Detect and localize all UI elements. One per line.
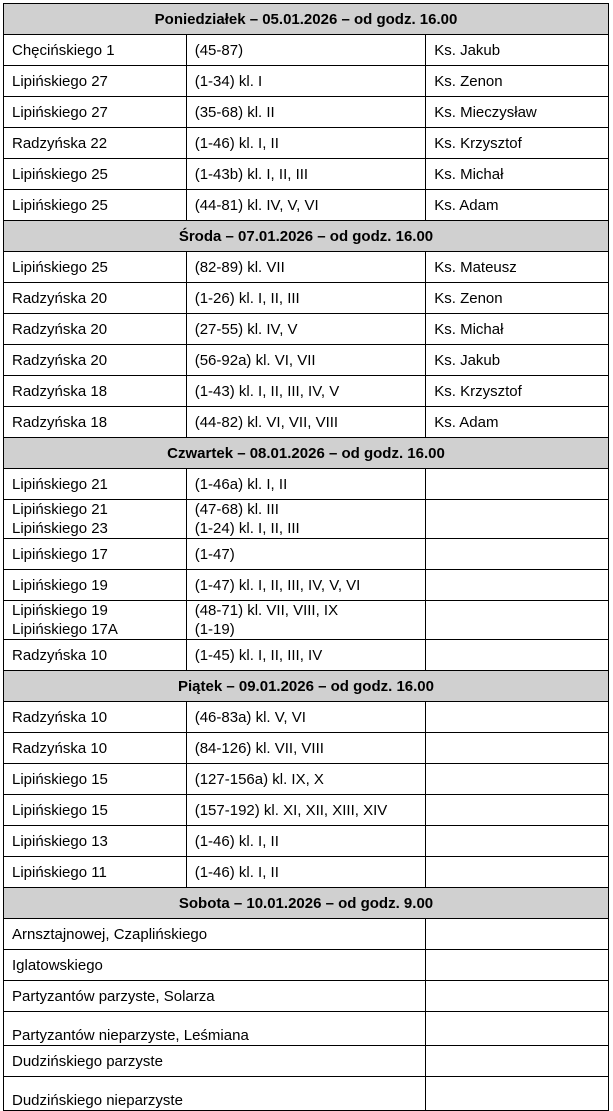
visit-row — [4, 733, 609, 764]
street-cell — [4, 539, 187, 570]
priest-cell — [426, 764, 609, 795]
visit-row — [4, 252, 609, 283]
apartments-line: (1-46) kl. I, II — [194, 863, 279, 881]
priest-cell — [426, 826, 609, 857]
apartments-line: (44-82) kl. VI, VII, VIII — [194, 413, 339, 431]
day-title: Piątek – 09.01.2026 – od godz. 16.00 — [4, 671, 609, 702]
priest-cell: Ks. Mieczysław — [426, 97, 609, 128]
visit-row — [4, 1012, 609, 1046]
street-cell — [4, 128, 187, 159]
apartments-line: (127-156a) kl. IX, X — [194, 770, 324, 788]
visit-row — [4, 764, 609, 795]
street-cell — [4, 35, 187, 66]
apartments-line: (46-83a) kl. V, VI — [194, 708, 306, 726]
visit-row — [4, 128, 609, 159]
street-cell — [4, 702, 187, 733]
priest-cell — [426, 919, 609, 950]
street-line: Chęcińskiego 1 — [12, 41, 115, 59]
street-line: Radzyńska 18 — [12, 382, 108, 400]
priest-cell — [426, 857, 609, 888]
street-cell — [4, 640, 187, 671]
visit-row — [4, 97, 609, 128]
visit-row — [4, 981, 609, 1012]
apartments-cell — [186, 314, 426, 345]
visit-row — [4, 826, 609, 857]
apartments-cell — [186, 35, 426, 66]
street-line: Lipińskiego 21 — [12, 501, 108, 518]
apartments-cell — [186, 826, 426, 857]
street-cell — [4, 66, 187, 97]
apartments-line: (1-34) kl. I — [194, 72, 263, 90]
visit-row — [4, 857, 609, 888]
apartments-cell — [186, 733, 426, 764]
visit-row — [4, 1046, 609, 1077]
street-cell — [4, 190, 187, 221]
day-title: Czwartek – 08.01.2026 – od godz. 16.00 — [4, 438, 609, 469]
street-cell — [4, 826, 187, 857]
street-line: Lipińskiego 25 — [12, 258, 108, 276]
priest-cell: Ks. Adam — [426, 407, 609, 438]
priest-cell — [426, 640, 609, 671]
street-cell — [4, 764, 187, 795]
priest-cell — [426, 981, 609, 1012]
priest-cell: Ks. Zenon — [426, 66, 609, 97]
street-line: Radzyńska 20 — [12, 351, 108, 369]
street-line: Lipińskiego 15 — [12, 801, 108, 819]
apartments-line: (157-192) kl. XI, XII, XIII, XIV — [194, 801, 388, 819]
apartments-cell — [186, 469, 426, 500]
apartments-line: (1-47) kl. I, II, III, IV, V, VI — [194, 576, 361, 594]
visit-row — [4, 66, 609, 97]
day-title: Poniedziałek – 05.01.2026 – od godz. 16.00 — [4, 4, 609, 35]
priest-cell: Ks. Krzysztof — [426, 376, 609, 407]
street-line: Lipińskiego 17A — [12, 621, 118, 638]
visit-row — [4, 314, 609, 345]
street-line: Lipińskiego 19 — [12, 576, 108, 594]
priest-cell: Ks. Krzysztof — [426, 128, 609, 159]
priest-cell: Ks. Adam — [426, 190, 609, 221]
apartments-cell — [186, 97, 426, 128]
apartments-cell — [186, 283, 426, 314]
apartments-line: (1-24) kl. I, II, III — [194, 520, 300, 537]
day-title: Środa – 07.01.2026 – od godz. 16.00 — [4, 221, 609, 252]
street-line: Lipińskiego 21 — [12, 475, 108, 493]
street-line: Lipińskiego 11 — [12, 863, 107, 881]
visit-row — [4, 950, 609, 981]
schedule-body — [4, 4, 609, 1111]
apartments-cell — [186, 570, 426, 601]
street-line: Radzyńska 22 — [12, 134, 108, 152]
priest-cell — [426, 733, 609, 764]
street-cell — [4, 159, 187, 190]
area-cell: Arnsztajnowej, Czaplińskiego — [4, 919, 426, 950]
visit-row — [4, 570, 609, 601]
street-line: Radzyńska 10 — [12, 708, 108, 726]
priest-cell — [426, 469, 609, 500]
apartments-line: (35-68) kl. II — [194, 103, 275, 121]
street-line: Radzyńska 10 — [12, 646, 108, 664]
area-cell: Partyzantów parzyste, Solarza — [4, 981, 426, 1012]
apartments-line: (1-43b) kl. I, II, III — [194, 165, 309, 183]
apartments-line: (56-92a) kl. VI, VII — [194, 351, 316, 369]
apartments-line: (1-43) kl. I, II, III, IV, V — [194, 382, 340, 400]
visit-row — [4, 469, 609, 500]
day-header — [4, 888, 609, 919]
street-cell — [4, 376, 187, 407]
street-line: Radzyńska 10 — [12, 739, 108, 757]
priest-cell: Ks. Zenon — [426, 283, 609, 314]
apartments-line: (1-47) — [194, 545, 235, 563]
street-cell — [4, 97, 187, 128]
apartments-line: (1-46) kl. I, II — [194, 832, 279, 850]
priest-cell — [426, 795, 609, 826]
priest-cell — [426, 1077, 609, 1111]
street-cell — [4, 283, 187, 314]
apartments-cell — [186, 640, 426, 671]
street-line: Radzyńska 20 — [12, 289, 108, 307]
apartments-cell — [186, 345, 426, 376]
visit-row — [4, 539, 609, 570]
day-header — [4, 4, 609, 35]
apartments-line: (1-19) — [194, 621, 235, 638]
visit-row — [4, 1077, 609, 1111]
visit-row — [4, 407, 609, 438]
street-cell — [4, 407, 187, 438]
priest-cell: Ks. Jakub — [426, 35, 609, 66]
priest-cell: Ks. Jakub — [426, 345, 609, 376]
street-line: Lipińskiego 19 — [12, 602, 108, 619]
apartments-cell — [186, 539, 426, 570]
apartments-cell — [186, 500, 426, 539]
street-cell — [4, 601, 187, 640]
street-cell — [4, 795, 187, 826]
priest-cell — [426, 1012, 609, 1046]
visit-row — [4, 190, 609, 221]
apartments-cell — [186, 407, 426, 438]
apartments-cell — [186, 702, 426, 733]
street-line: Lipińskiego 23 — [12, 520, 108, 537]
apartments-line: (44-81) kl. IV, V, VI — [194, 196, 319, 214]
priest-cell — [426, 570, 609, 601]
day-header — [4, 221, 609, 252]
apartments-line: (47-68) kl. III — [194, 501, 279, 518]
apartments-cell — [186, 376, 426, 407]
street-line: Lipińskiego 27 — [12, 72, 108, 90]
area-cell: Iglatowskiego — [4, 950, 426, 981]
apartments-cell — [186, 764, 426, 795]
priest-cell — [426, 539, 609, 570]
street-cell — [4, 500, 187, 539]
street-line: Lipińskiego 27 — [12, 103, 108, 121]
visit-row — [4, 702, 609, 733]
street-cell — [4, 252, 187, 283]
street-cell — [4, 469, 187, 500]
apartments-line: (1-26) kl. I, II, III — [194, 289, 300, 307]
visit-row — [4, 919, 609, 950]
day-header — [4, 671, 609, 702]
visit-row — [4, 795, 609, 826]
visit-row — [4, 35, 609, 66]
visit-row — [4, 601, 609, 640]
apartments-cell — [186, 159, 426, 190]
priest-cell: Ks. Michał — [426, 314, 609, 345]
apartments-line: (45-87) — [194, 41, 244, 59]
apartments-cell — [186, 252, 426, 283]
area-cell: Dudzińskiego parzyste — [4, 1046, 426, 1077]
apartments-line: (1-46a) kl. I, II — [194, 475, 288, 493]
apartments-line: (48-71) kl. VII, VIII, IX — [194, 602, 339, 619]
apartments-cell — [186, 190, 426, 221]
priest-cell: Ks. Michał — [426, 159, 609, 190]
street-line: Lipińskiego 13 — [12, 832, 108, 850]
day-title: Sobota – 10.01.2026 – od godz. 9.00 — [4, 888, 609, 919]
apartments-cell — [186, 66, 426, 97]
visit-row — [4, 283, 609, 314]
priest-cell — [426, 500, 609, 539]
street-cell — [4, 570, 187, 601]
priest-cell: Ks. Mateusz — [426, 252, 609, 283]
priest-cell — [426, 702, 609, 733]
apartments-line: (1-46) kl. I, II — [194, 134, 279, 152]
street-line: Radzyńska 18 — [12, 413, 108, 431]
apartments-line: (1-45) kl. I, II, III, IV — [194, 646, 323, 664]
street-cell — [4, 345, 187, 376]
apartments-cell — [186, 857, 426, 888]
schedule-table — [3, 3, 609, 1111]
apartments-line: (84-126) kl. VII, VIII — [194, 739, 324, 757]
area-cell: Dudzińskiego nieparzyste — [4, 1077, 426, 1111]
street-cell — [4, 857, 187, 888]
visit-row — [4, 376, 609, 407]
visit-row — [4, 159, 609, 190]
apartments-cell — [186, 795, 426, 826]
day-header — [4, 438, 609, 469]
street-line: Radzyńska 20 — [12, 320, 108, 338]
visit-row — [4, 500, 609, 539]
street-line: Lipińskiego 15 — [12, 770, 108, 788]
priest-cell — [426, 950, 609, 981]
visit-row — [4, 345, 609, 376]
priest-cell — [426, 1046, 609, 1077]
area-cell: Partyzantów nieparzyste, Leśmiana — [4, 1012, 426, 1046]
street-cell — [4, 733, 187, 764]
apartments-cell — [186, 601, 426, 640]
street-cell — [4, 314, 187, 345]
apartments-cell — [186, 128, 426, 159]
street-line: Lipińskiego 25 — [12, 196, 108, 214]
visit-row — [4, 640, 609, 671]
street-line: Lipińskiego 17 — [12, 545, 108, 563]
apartments-line: (82-89) kl. VII — [194, 258, 285, 276]
apartments-line: (27-55) kl. IV, V — [194, 320, 298, 338]
street-line: Lipińskiego 25 — [12, 165, 108, 183]
priest-cell — [426, 601, 609, 640]
